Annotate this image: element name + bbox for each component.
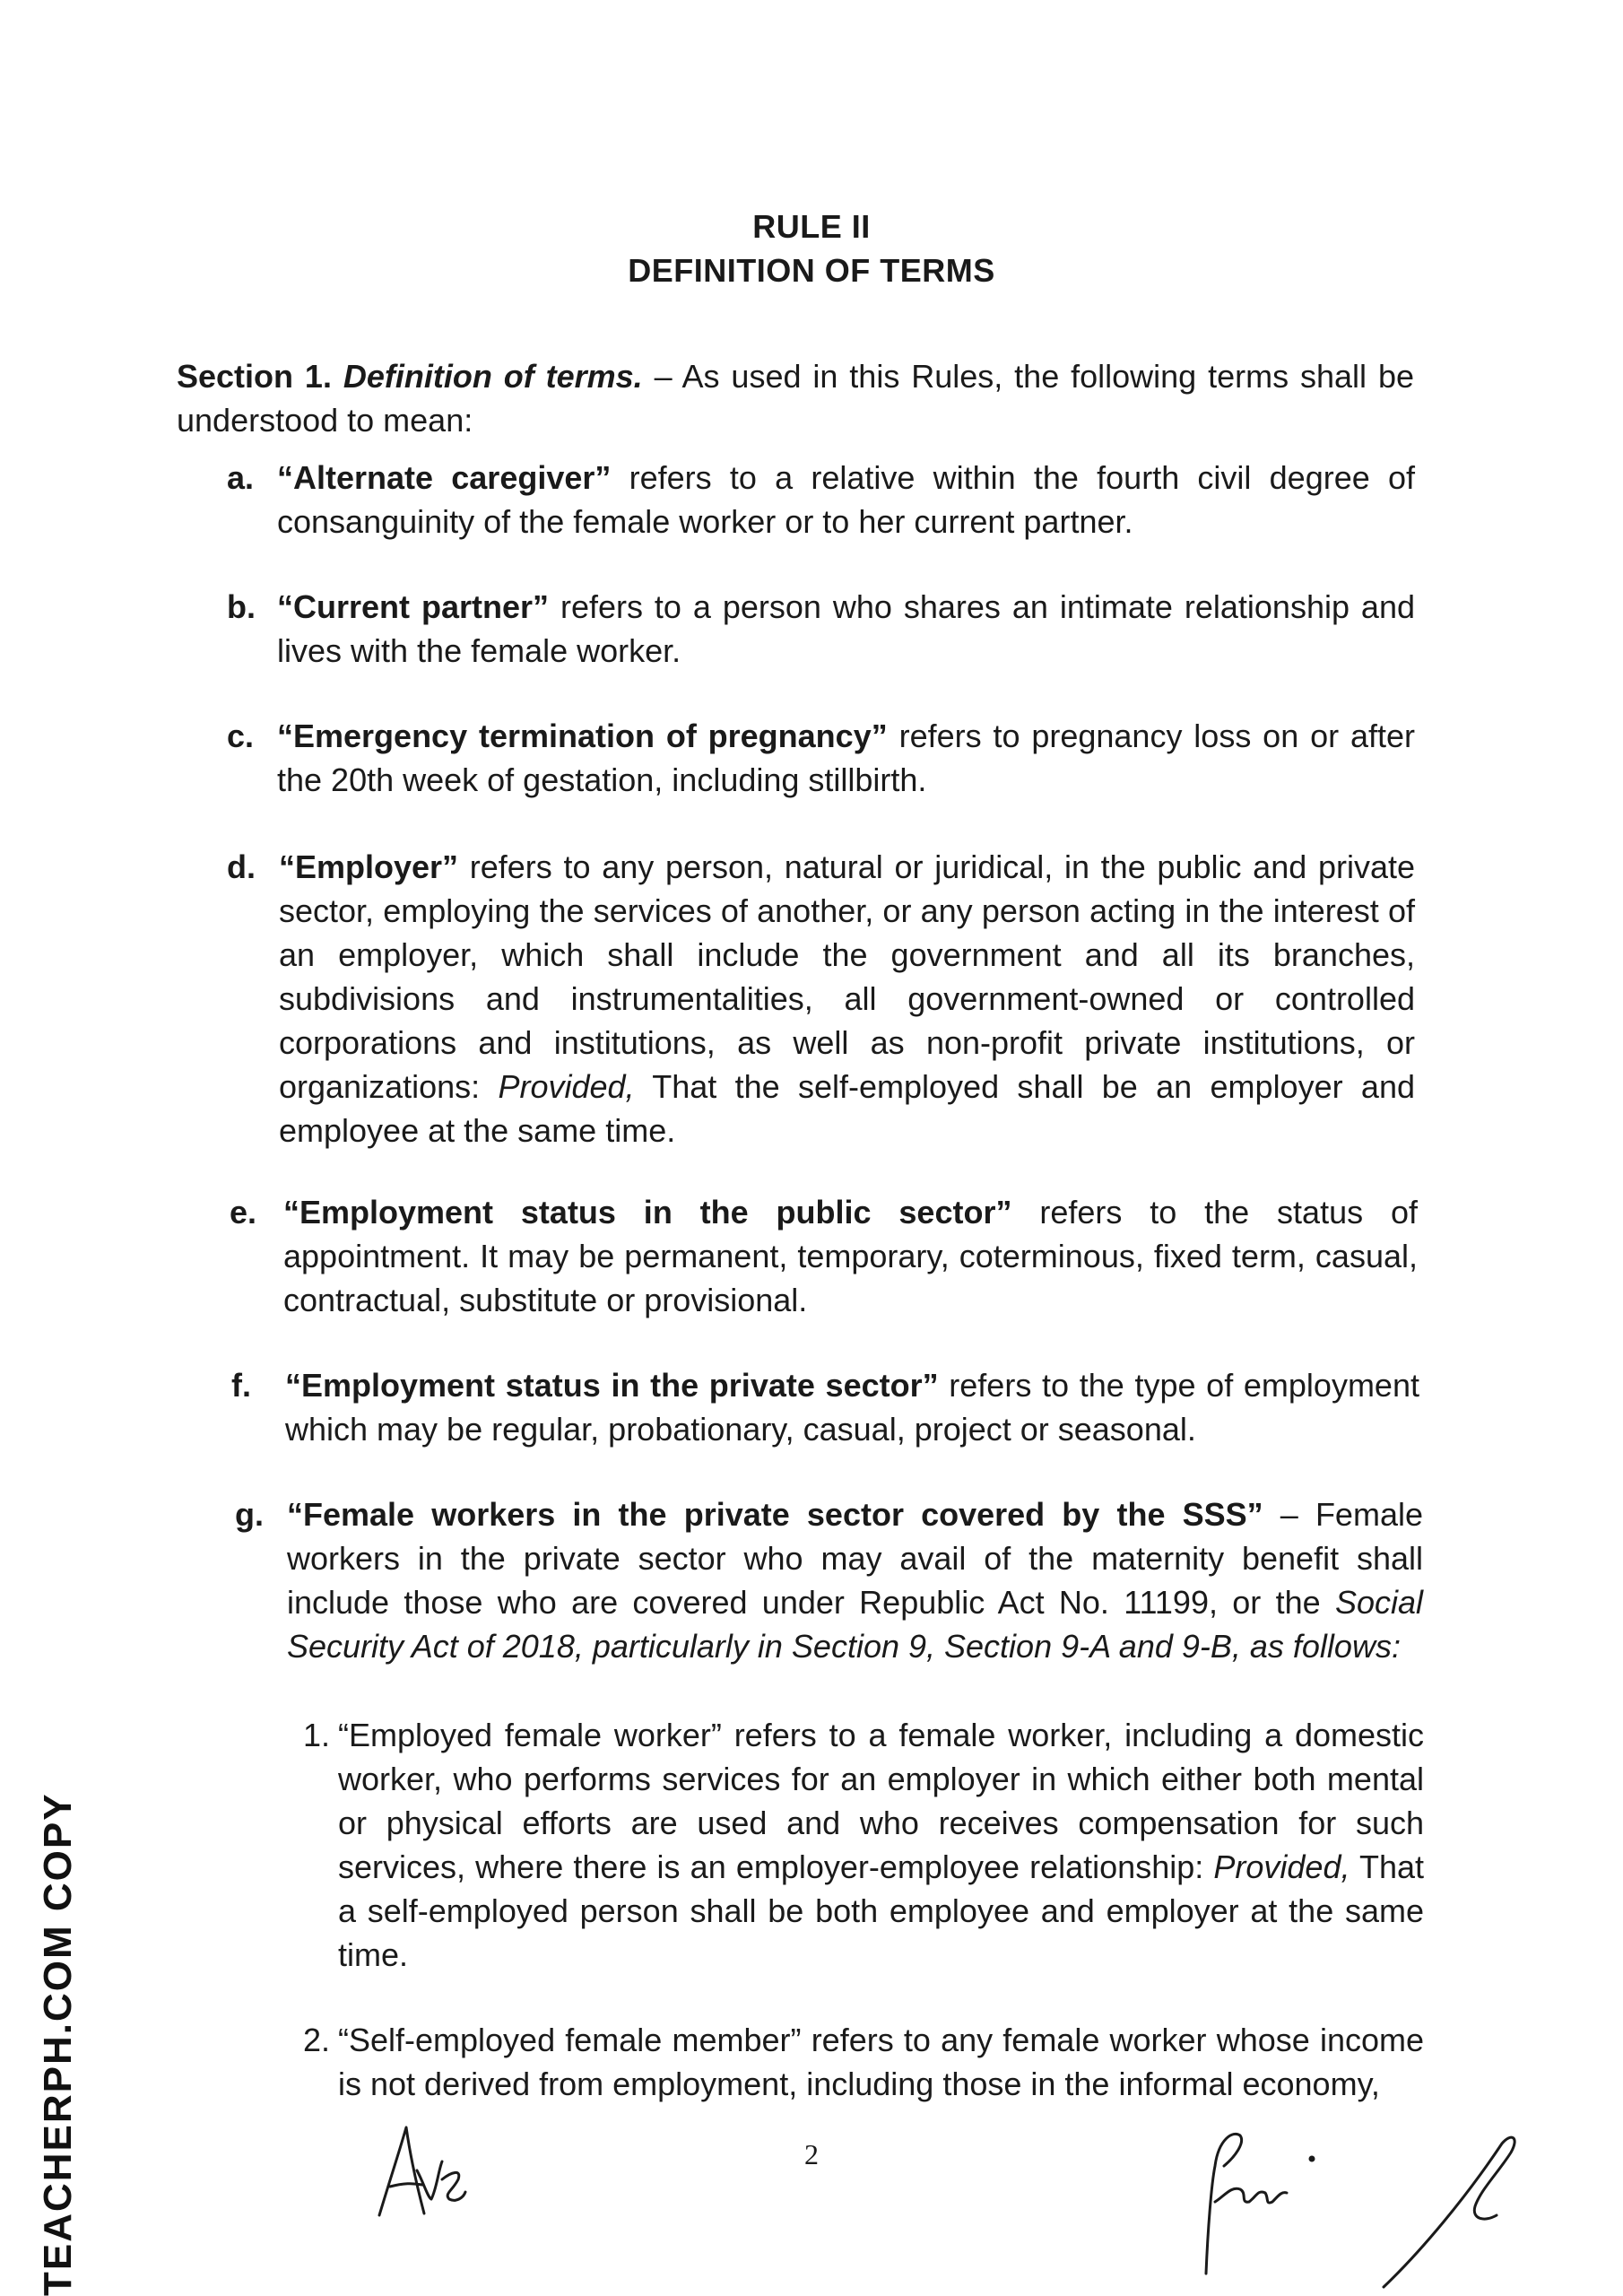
term-marker: d. — [227, 848, 256, 885]
term-proviso: Provided, — [498, 1068, 635, 1105]
term-name: “Employment status in the public sector” — [283, 1194, 1012, 1231]
subitem-text: “Self-employed female member” refers to any female worker whose income is not derived from employment, including those in the informal economy, — [338, 2022, 1424, 2102]
term-name: “Emergency termination of pregnancy” — [277, 718, 888, 754]
subitem-text: “Employed female worker” refers to a female worker, including a domestic worker, who performs services for an employer in which either both mental or physical efforts are used and who receives compensation for such services, where there is an employer-employee relationship: — [338, 1717, 1424, 1885]
subitem-marker: 1. — [303, 1717, 331, 1753]
initials-signature — [372, 2117, 471, 2224]
term-marker: e. — [230, 1194, 257, 1231]
signature-one — [1188, 2103, 1332, 2283]
term-name: “Female workers in the private sector covered by the SSS” — [287, 1496, 1263, 1533]
subitem-marker: 2. — [303, 2022, 331, 2058]
term-name: “Current partner” — [277, 588, 549, 625]
term-definition-cont: That the self-employed shall be an employer and employee at the same time. — [279, 1068, 1415, 1149]
term-definition: refers to a relative within the fourth civil degree of consanguinity of the female worker or to her current partner. — [277, 459, 1415, 540]
signature-two — [1376, 2126, 1529, 2296]
page-number: 2 — [804, 2138, 819, 2170]
rule-title: RULE II — [752, 208, 871, 245]
term-definition: refers to a person who shares an intimate relationship and lives with the female worker. — [277, 588, 1416, 669]
section-intro-text: – As used in this Rules, the following terms shall be understood to mean: — [177, 358, 1414, 439]
term-marker: b. — [227, 588, 256, 625]
term-definition: refers to the status of appointment. It may be permanent, temporary, coterminous, fixed term, casual, contractual, substitute or provisional. — [283, 1194, 1418, 1318]
term-marker: f. — [231, 1367, 251, 1404]
rule-subtitle: DEFINITION OF TERMS — [628, 252, 995, 289]
term-name: “Alternate caregiver” — [277, 459, 612, 496]
term-definition: – Female workers in the private sector who may avail of the maternity benefit shall include those who are covered under Republic Act No. 11199, or the — [287, 1496, 1423, 1621]
term-marker: a. — [227, 459, 255, 496]
subitem-text-cont: That a self-employed person shall be both employee and employer at the same time. — [338, 1848, 1425, 1973]
term-marker: g. — [235, 1496, 264, 1533]
section-intro — [177, 354, 1414, 442]
term-name: “Employer” — [279, 848, 459, 885]
term-definition: refers to the type of employment which may be regular, probationary, casual, project or seasonal. — [285, 1367, 1419, 1448]
section-label: Section 1. — [177, 358, 332, 395]
term-definition: refers to pregnancy loss on or after the 20th week of gestation, including stillbirth. — [277, 718, 1415, 798]
term-act-title: Social Security Act of 2018, particularly in Section 9, Section 9-A and 9-B, as follows: — [287, 1584, 1423, 1665]
term-definition: refers to any person, natural or juridical, in the public and private sector, employing the services of another, or any person acting in the interest of an employer, which shall include the government and all its branches, subdivisions and instrumentalities, all government-owned or controlled corporations and institutions, as well as non-profit private institutions, or organizations: — [279, 848, 1415, 1105]
term-marker: c. — [227, 718, 255, 754]
section-heading: Definition of terms. — [343, 358, 643, 395]
term-name: “Employment status in the private sector” — [285, 1367, 939, 1404]
subitem-proviso: Provided, — [1213, 1848, 1350, 1885]
watermark-text: TEACHERPH.COM COPY — [36, 1792, 80, 2296]
